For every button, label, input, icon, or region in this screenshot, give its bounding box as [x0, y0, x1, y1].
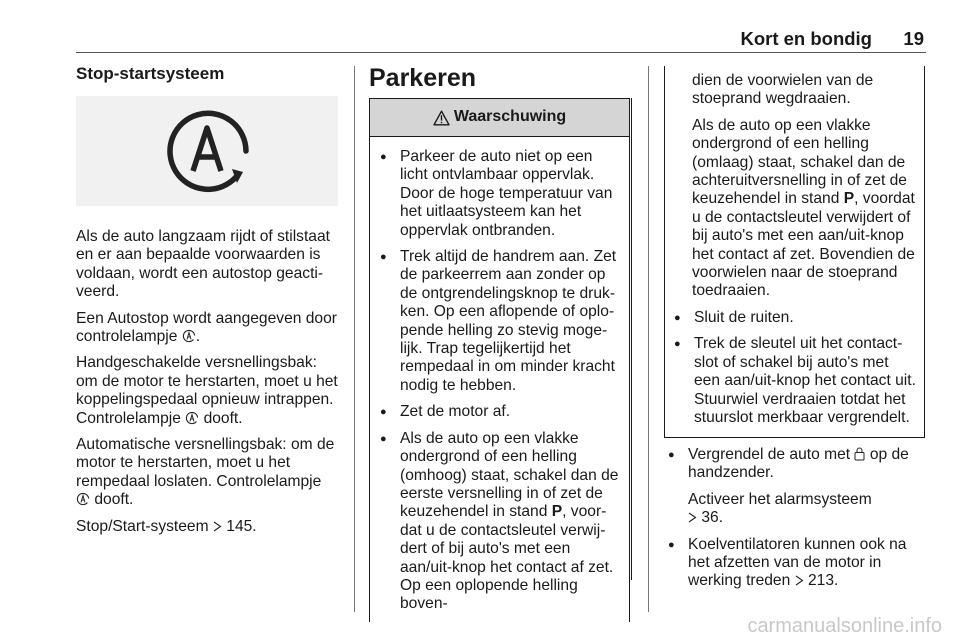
paragraph-autostop: Als de auto langzaam rijdt of stilstaat en er aan bepaalde voorwaarden is voldaan, wordt een autostop geactiveerd.	[76, 228, 330, 301]
warning-bullet: ● Trek altijd de handrem aan. Zet de parkeerrem aan zonder op de ontgrendelingsknop te drukken. Op een aflopende of oplopende helling zo stevig mogelijk. Trap tegelijkertijd het rempedaal in om minder kracht nodig te hebben.	[380, 248, 621, 395]
column-divider-right	[648, 66, 649, 612]
alarm-instruction: Activeer het alarmsysteem 36.	[688, 490, 872, 527]
paragraph-indicator: Een Autostop wordt aangegeven door controlelampje .	[76, 309, 337, 346]
page-reference-arrow-icon	[795, 575, 804, 586]
running-header-title: Kort en bondig	[740, 28, 872, 49]
list-item-fans: ● Koelventilatoren kunnen ook na het afzetten van de motor in werking treden 213.	[668, 536, 926, 591]
middle-column	[369, 64, 633, 98]
autostop-lamp-icon	[76, 492, 90, 506]
autostop-indicator-icon	[76, 96, 338, 206]
left-column	[76, 64, 342, 544]
warning-triangle-icon	[433, 110, 450, 126]
warning-continued-reverse: Als de auto op een vlakke ondergrond of een helling (omlaag) staat, schakel dan de achteruitversnelling in of zet de keuzehendel in stand P, voordat u de contactsleutel verwijdert of bij auto's met een aan/uit-knop het contact af zet. Bovendien de voorwielen naar de stoeprand toedraaien.	[692, 116, 915, 300]
section-title-stop-start: Stop-startsysteem	[76, 64, 225, 83]
page-reference-arrow-icon	[688, 512, 697, 523]
page-number: 19	[903, 28, 924, 49]
right-column-lower	[668, 446, 926, 599]
section-title-parkeren: Parkeren	[369, 64, 477, 92]
warning-bullet: ● Als de auto op een vlakke ondergrond of een helling (omhoog) staat, schakel dan de eerste versnelling in of zet de keuzehendel in stand P, voordat u de contactsleutel verwijdert of bij auto's met een aan/uit-knop het contact af zet. Op een oplopende helling boven-	[380, 430, 621, 614]
watermark: carmanualsonline.info	[747, 615, 942, 637]
warning-continued-text: dien de voorwielen van de stoeprand wegdraaien.	[692, 72, 874, 108]
page-reference-arrow-icon	[213, 521, 222, 532]
cross-reference-stop-start[interactable]: Stop/Start-systeem 145.	[76, 517, 257, 535]
right-column	[674, 72, 924, 435]
list-item-lock: ● Vergrendel de auto met op de handzender.	[668, 446, 926, 483]
warning-body	[370, 137, 629, 614]
header-rule	[76, 52, 926, 53]
warning-header	[370, 99, 629, 137]
warning-box	[369, 98, 630, 622]
warning-box-right-edge	[631, 98, 632, 580]
cross-reference-fans[interactable]: 213.	[807, 572, 839, 590]
warning-bullet: ● Sluit de ruiten.	[674, 309, 918, 327]
autostop-lamp-icon	[182, 329, 196, 343]
remote-lock-icon	[854, 447, 865, 461]
warning-bullet: ● Zet de motor af.	[380, 403, 621, 421]
paragraph-automatic-gearbox: Automatische versnellingsbak: om de motor te herstarten, moet u het rempedaal loslaten. Controlelampje dooft.	[76, 436, 335, 509]
warning-title: Waarschuwing	[453, 108, 567, 126]
cross-reference-alarm[interactable]: 36.	[701, 509, 724, 527]
column-divider-left	[354, 66, 355, 612]
warning-box-left-edge	[369, 98, 370, 580]
warning-bullet: ● Trek de sleutel uit het contactslot of schakel bij auto's met een aan/uit-knop het contact uit. Stuurwiel verdraaien totdat het stuurslot merkbaar vergrendelt.	[674, 335, 918, 427]
paragraph-manual-gearbox: Handgeschakelde versnellingsbak: om de motor te herstarten, moet u het koppelingspedaal opnieuw intrappen. Controlelampje dooft.	[76, 354, 338, 427]
warning-bullet: ● Parkeer de auto niet op een licht ontvlambaar oppervlak. Door de hoge temperatuur van het uitlaatsysteem kan het oppervlak ontbranden.	[380, 148, 621, 240]
autostop-lamp-icon	[185, 411, 199, 425]
